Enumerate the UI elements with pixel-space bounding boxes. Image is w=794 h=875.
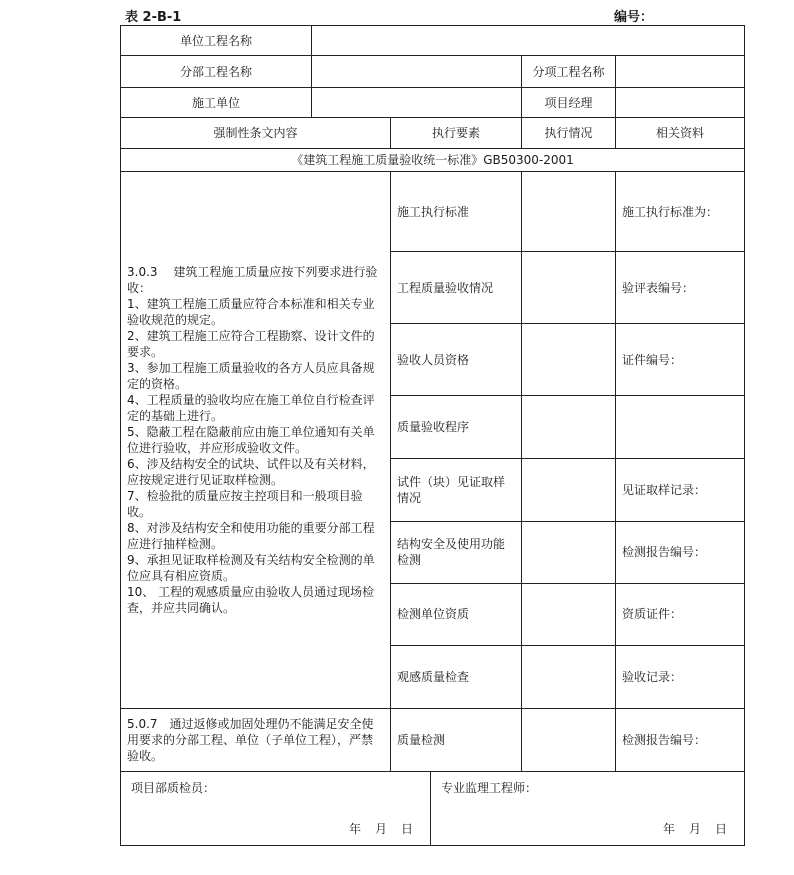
supervisor-label: 专业监理工程师： — [441, 780, 538, 795]
clause-303-line: 5、隐蔽工程在隐蔽前应由施工单位通知有关单位进行验收，并应形成验收文件。 — [127, 424, 375, 455]
clause-303-line: 6、涉及结构安全的试块、试件以及有关材料，应按规定进行见证取样检测。 — [127, 456, 375, 487]
supervisor-date: 年 月 日 — [663, 822, 729, 836]
requirement-cell: 结构安全及使用功能检测 — [391, 521, 522, 583]
requirement-cell: 验收人员资格 — [391, 324, 522, 396]
requirement-cell: 质量验收程序 — [391, 396, 522, 459]
table-number: 表 2-B-1 — [125, 10, 182, 25]
status-cell[interactable] — [522, 324, 616, 396]
sub-project-name-label: 分部工程名称 — [121, 56, 312, 88]
status-cell[interactable] — [522, 172, 616, 252]
materials-cell: 检测报告编号： — [616, 521, 745, 583]
requirement-cell: 检测单位资质 — [391, 583, 522, 645]
inspection-form — [120, 25, 745, 846]
item-project-name-label: 分项工程名称 — [522, 56, 616, 88]
requirement-cell: 质量检测 — [391, 708, 522, 771]
supervisor-signature-cell[interactable] — [431, 771, 745, 845]
inspector-label: 项目部质检员： — [131, 780, 216, 795]
clause-303-line: 3、参加工程施工质量验收的各方人员应具备规定的资格。 — [127, 360, 375, 391]
requirement-cell: 试件（块）见证取样情况 — [391, 459, 522, 521]
materials-cell: 见证取样记录： — [616, 459, 745, 521]
project-manager-label: 项目经理 — [522, 88, 616, 118]
clause-303-line: 9、承担见证取样检测及有关结构安全检测的单位应具有相应资质。 — [127, 552, 375, 583]
clause-507-text: 5.0.7 通过返修或加固处理仍不能满足安全使用要求的分部工程、单位（子单位工程），严禁验收。 — [121, 708, 391, 771]
status-cell[interactable] — [522, 645, 616, 708]
clause-303-line: 8、对涉及结构安全和使用功能的重要分部工程应进行抽样检测。 — [127, 520, 375, 551]
clause-303-line: 3.0.3 建筑工程施工质量应按下列要求进行验收： — [127, 264, 378, 295]
clause-303-line: 1、建筑工程施工质量应符合本标准和相关专业验收规范的规定。 — [127, 296, 375, 327]
status-cell[interactable] — [522, 252, 616, 324]
requirement-cell: 施工执行标准 — [391, 172, 522, 252]
clause-303-line: 2、建筑工程施工应符合工程勘察、设计文件的要求。 — [127, 328, 375, 359]
construction-unit-field[interactable] — [312, 88, 522, 118]
project-manager-field[interactable] — [616, 88, 745, 118]
materials-header: 相关资料 — [616, 118, 745, 149]
clause-303-line: 4、工程质量的验收均应在施工单位自行检查评定的基础上进行。 — [127, 392, 375, 423]
inspector-signature-cell[interactable] — [121, 771, 431, 845]
status-cell[interactable] — [522, 521, 616, 583]
sub-project-name-field[interactable] — [312, 56, 522, 88]
requirement-cell: 观感质量检查 — [391, 645, 522, 708]
materials-cell: 资质证件： — [616, 583, 745, 645]
requirement-header: 执行要素 — [391, 118, 522, 149]
standard-title: 《建筑工程施工质量验收统一标准》GB50300-2001 — [121, 149, 745, 172]
number-label: 编号： — [614, 10, 654, 25]
unit-project-name-label: 单位工程名称 — [121, 26, 312, 56]
status-cell[interactable] — [522, 708, 616, 771]
status-cell[interactable] — [522, 459, 616, 521]
requirement-cell: 工程质量验收情况 — [391, 252, 522, 324]
inspector-date: 年 月 日 — [348, 822, 414, 836]
materials-cell: 检测报告编号： — [616, 708, 745, 771]
item-project-name-field[interactable] — [616, 56, 745, 88]
status-cell[interactable] — [522, 396, 616, 459]
clause-303-line: 7、检验批的质量应按主控项目和一般项目验收。 — [127, 488, 363, 519]
materials-cell: 验收记录： — [616, 645, 745, 708]
materials-cell: 验评表编号： — [616, 252, 745, 324]
status-cell[interactable] — [522, 583, 616, 645]
materials-cell: 施工执行标准为： — [616, 172, 745, 252]
clause-303-text — [121, 172, 391, 709]
materials-cell — [616, 396, 745, 459]
clause-303-line: 10、 工程的观感质量应由验收人员通过现场检查，并应共同确认。 — [127, 584, 375, 615]
materials-cell: 证件编号： — [616, 324, 745, 396]
status-header: 执行情况 — [522, 118, 616, 149]
unit-project-name-field[interactable] — [312, 26, 745, 56]
construction-unit-label: 施工单位 — [121, 88, 312, 118]
clause-content-header: 强制性条文内容 — [121, 118, 391, 149]
